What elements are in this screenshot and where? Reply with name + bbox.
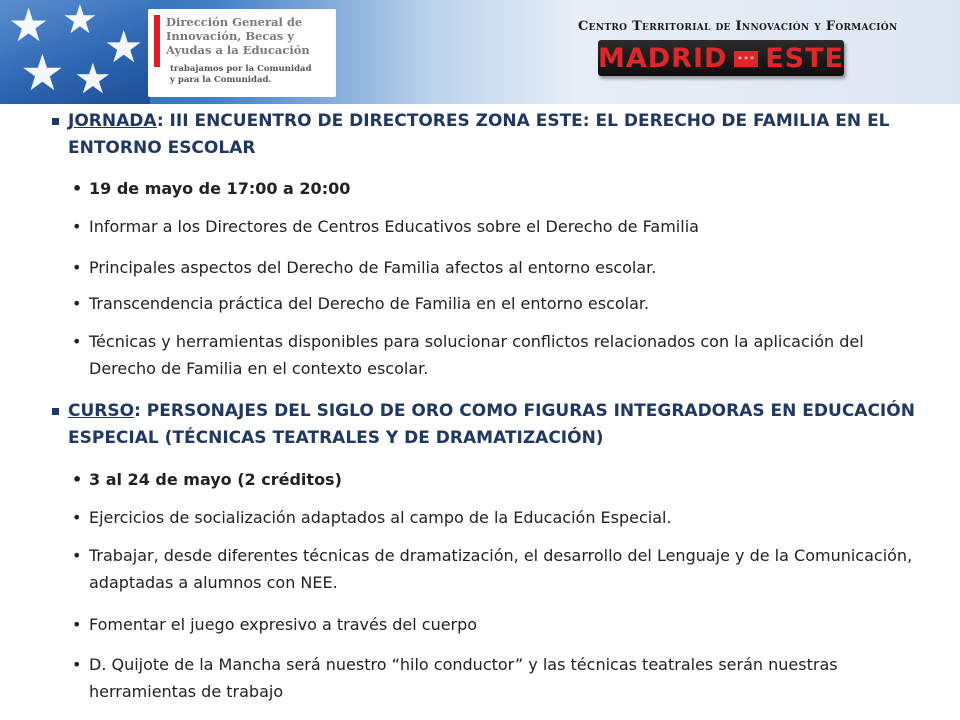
- list-item: • 3 al 24 de mayo (2 créditos): [72, 466, 934, 493]
- star-icon: ★: [20, 44, 65, 102]
- list-item: • 19 de mayo de 17:00 a 20:00: [72, 175, 934, 202]
- header-banner: [0, 0, 960, 104]
- bullet-icon: •: [72, 615, 82, 634]
- star-icon: ★: [62, 0, 98, 43]
- section-keyword: CURSO: [68, 401, 135, 421]
- slide-content: [0, 104, 960, 720]
- list-item: • Fomentar el juego expresivo a través del cuerpo: [72, 611, 934, 638]
- este-label: ESTE: [765, 42, 844, 74]
- bullet-icon: •: [72, 294, 82, 313]
- bullet-icon: •: [72, 217, 82, 236]
- list-item: • Trabajar, desde diferentes técnicas de dramatización, el desarrollo del Lenguaje y de la Comunicación, adaptadas a alumnos con NEE.: [72, 542, 934, 596]
- bullet-icon: •: [72, 655, 82, 674]
- list-item: • Técnicas y herramientas disponibles para solucionar conflictos relacionados con la aplicación del Derecho de Familia en el contexto escolar.: [72, 328, 934, 382]
- logo-tagline-2: y para la Comunidad.: [170, 75, 272, 85]
- star-icon: ★: [74, 54, 112, 103]
- madrid-este-logo: [598, 40, 844, 76]
- list-item: • Transcendencia práctica del Derecho de Familia en el entorno escolar.: [72, 290, 934, 317]
- list-item: • Principales aspectos del Derecho de Familia afectos al entorno escolar.: [72, 254, 934, 281]
- section-curso-heading: [52, 398, 932, 452]
- section-jornada-heading: [52, 108, 932, 162]
- section-title: : III ENCUENTRO DE DIRECTORES ZONA ESTE: EL DERECHO DE FAMILIA EN EL ENTORNO ESCOLAR: [68, 111, 890, 158]
- bullet-icon: •: [72, 470, 83, 489]
- list-item: • D. Quijote de la Mancha será nuestro “hilo conductor” y las técnicas teatrales serán nuestras herramientas de trabajo: [72, 651, 934, 705]
- bullet-icon: •: [72, 508, 82, 527]
- square-bullet-icon: [52, 118, 59, 125]
- list-item: • Ejercicios de socialización adaptados al campo de la Educación Especial.: [72, 504, 934, 531]
- centro-title: Centro Territorial de Innovación y Formación: [578, 19, 898, 34]
- madrid-flag-icon: ✶✶✶: [734, 51, 758, 67]
- star-icon: ★: [104, 22, 144, 73]
- madrid-label: MADRID: [598, 42, 728, 74]
- list-item: • Informar a los Directores de Centros Educativos sobre el Derecho de Familia: [72, 213, 934, 240]
- star-icon: ★: [8, 0, 50, 52]
- section-keyword: JORNADA: [68, 111, 157, 131]
- bullet-icon: •: [72, 546, 82, 565]
- square-bullet-icon: [52, 408, 59, 415]
- logo-title: Dirección General de Innovación, Becas y Ayudas a la Educación: [166, 15, 310, 57]
- section-title: : PERSONAJES DEL SIGLO DE ORO COMO FIGURAS INTEGRADORAS EN EDUCACIÓN ESPECIAL (TÉCNICAS TEATRALES Y DE DRAMATIZACIÓN): [68, 401, 915, 448]
- bullet-icon: •: [72, 179, 83, 198]
- dg-innovacion-logo: [148, 9, 336, 97]
- logo-tagline: trabajamos por la Comunidad: [170, 64, 312, 74]
- stars-graphic: [0, 0, 150, 104]
- bullet-icon: •: [72, 258, 82, 277]
- logo-red-stripe: [154, 15, 160, 67]
- bullet-icon: •: [72, 332, 82, 351]
